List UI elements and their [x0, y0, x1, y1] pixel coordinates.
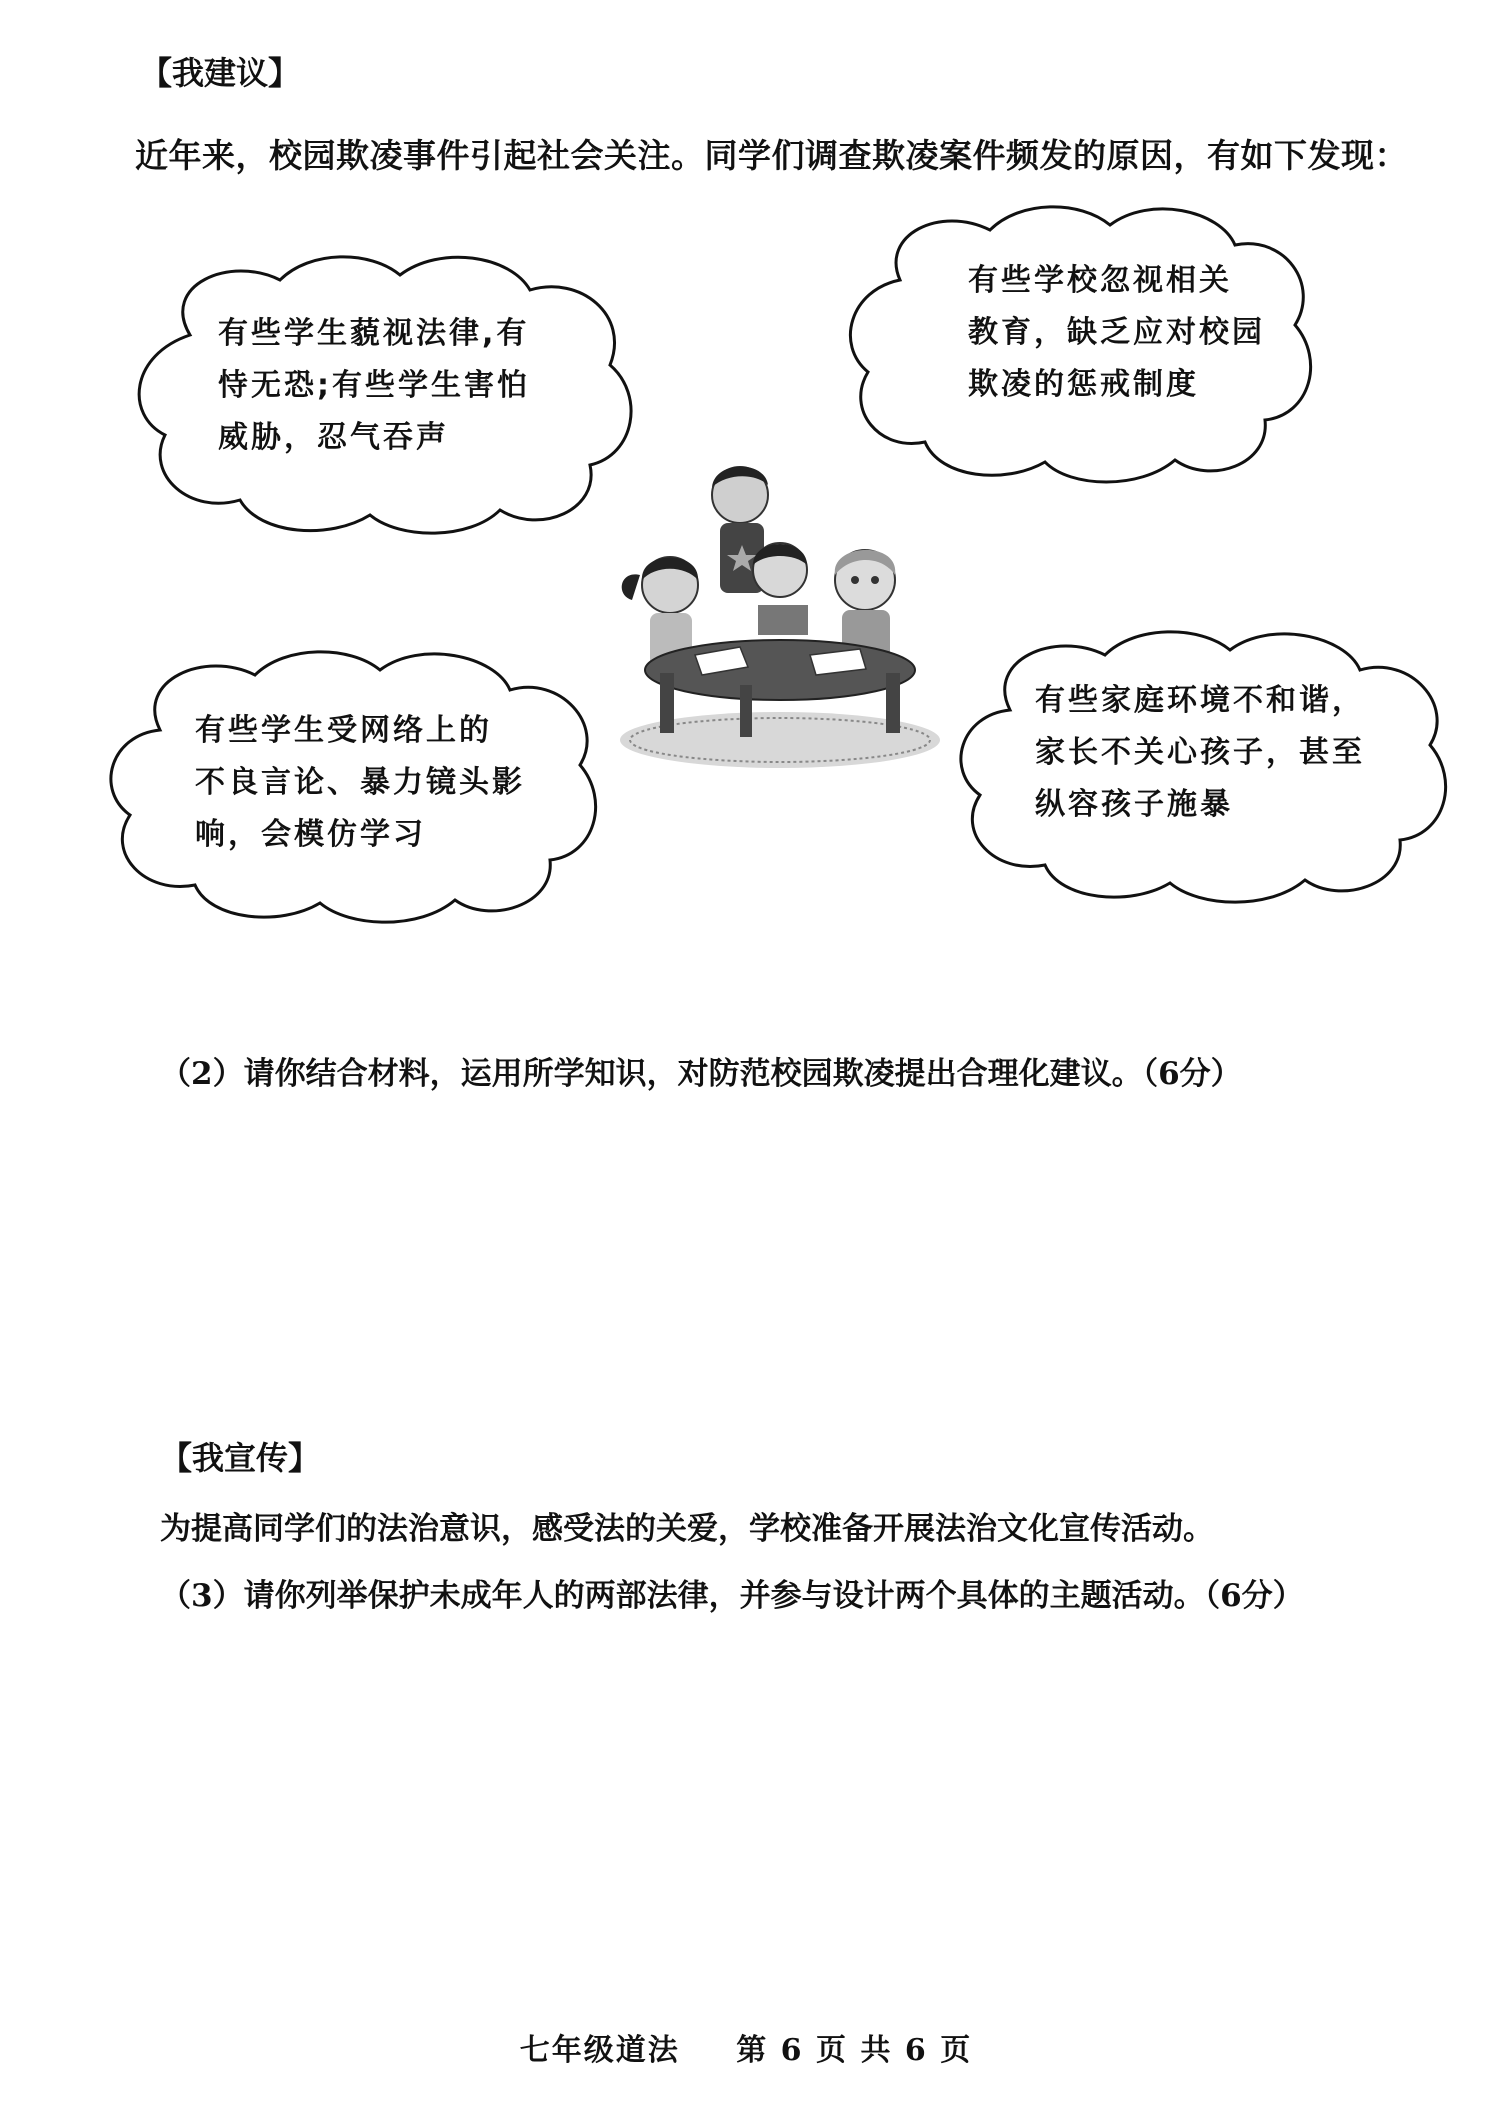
question-2: （2）请你结合材料，运用所学知识，对防范校园欺凌提出合理化建议。（6分）: [160, 1056, 1242, 1092]
page-footer: [0, 2025, 1492, 2069]
children-study-illustration: [610, 455, 950, 775]
bubble-line: 有些学生藐视法律,有: [218, 316, 530, 351]
bubble-line: 家长不关心孩子，甚至: [1035, 735, 1365, 770]
bubble-line: 有些家庭环境不和谐，: [1035, 683, 1365, 718]
footer-subject: 七年级道法: [519, 2033, 680, 2068]
bubble-text-top-right: [968, 255, 1265, 411]
bubble-text-bottom-right: [1035, 675, 1365, 831]
bubble-line: 威胁，忍气吞声: [218, 420, 449, 455]
bubble-line: 欺凌的惩戒制度: [968, 367, 1199, 402]
bubble-line: 有些学校忽视相关: [968, 263, 1232, 298]
intro-paragraph-bullying: 近年来，校园欺凌事件引起社会关注。同学们调查欺凌案件频发的原因，有如下发现：: [135, 136, 1408, 175]
question-3: （3）请你列举保护未成年人的两部法律，并参与设计两个具体的主题活动。（6分）: [160, 1578, 1304, 1614]
bubble-line: 响，会模仿学习: [195, 817, 426, 852]
bubble-text-bottom-left: [195, 705, 525, 861]
section-heading-suggest: 【我建议】: [140, 54, 301, 92]
bubble-line: 恃无恐;有些学生害怕: [218, 368, 530, 403]
bubble-line: 不良言论、暴力镜头影: [195, 765, 525, 800]
bubble-line: 纵容孩子施暴: [1035, 787, 1233, 822]
bubble-line: 有些学生受网络上的: [195, 713, 492, 748]
section-heading-promote: 【我宣传】: [160, 1439, 321, 1477]
bubble-line: 教育，缺乏应对校园: [968, 315, 1265, 350]
bubble-text-top-left: [218, 308, 530, 464]
footer-page-number: 第 6 页 共 6 页: [736, 2033, 973, 2068]
intro-paragraph-legal-promotion: 为提高同学们的法治意识，感受法的关爱，学校准备开展法治文化宣传活动。: [160, 1511, 1214, 1547]
